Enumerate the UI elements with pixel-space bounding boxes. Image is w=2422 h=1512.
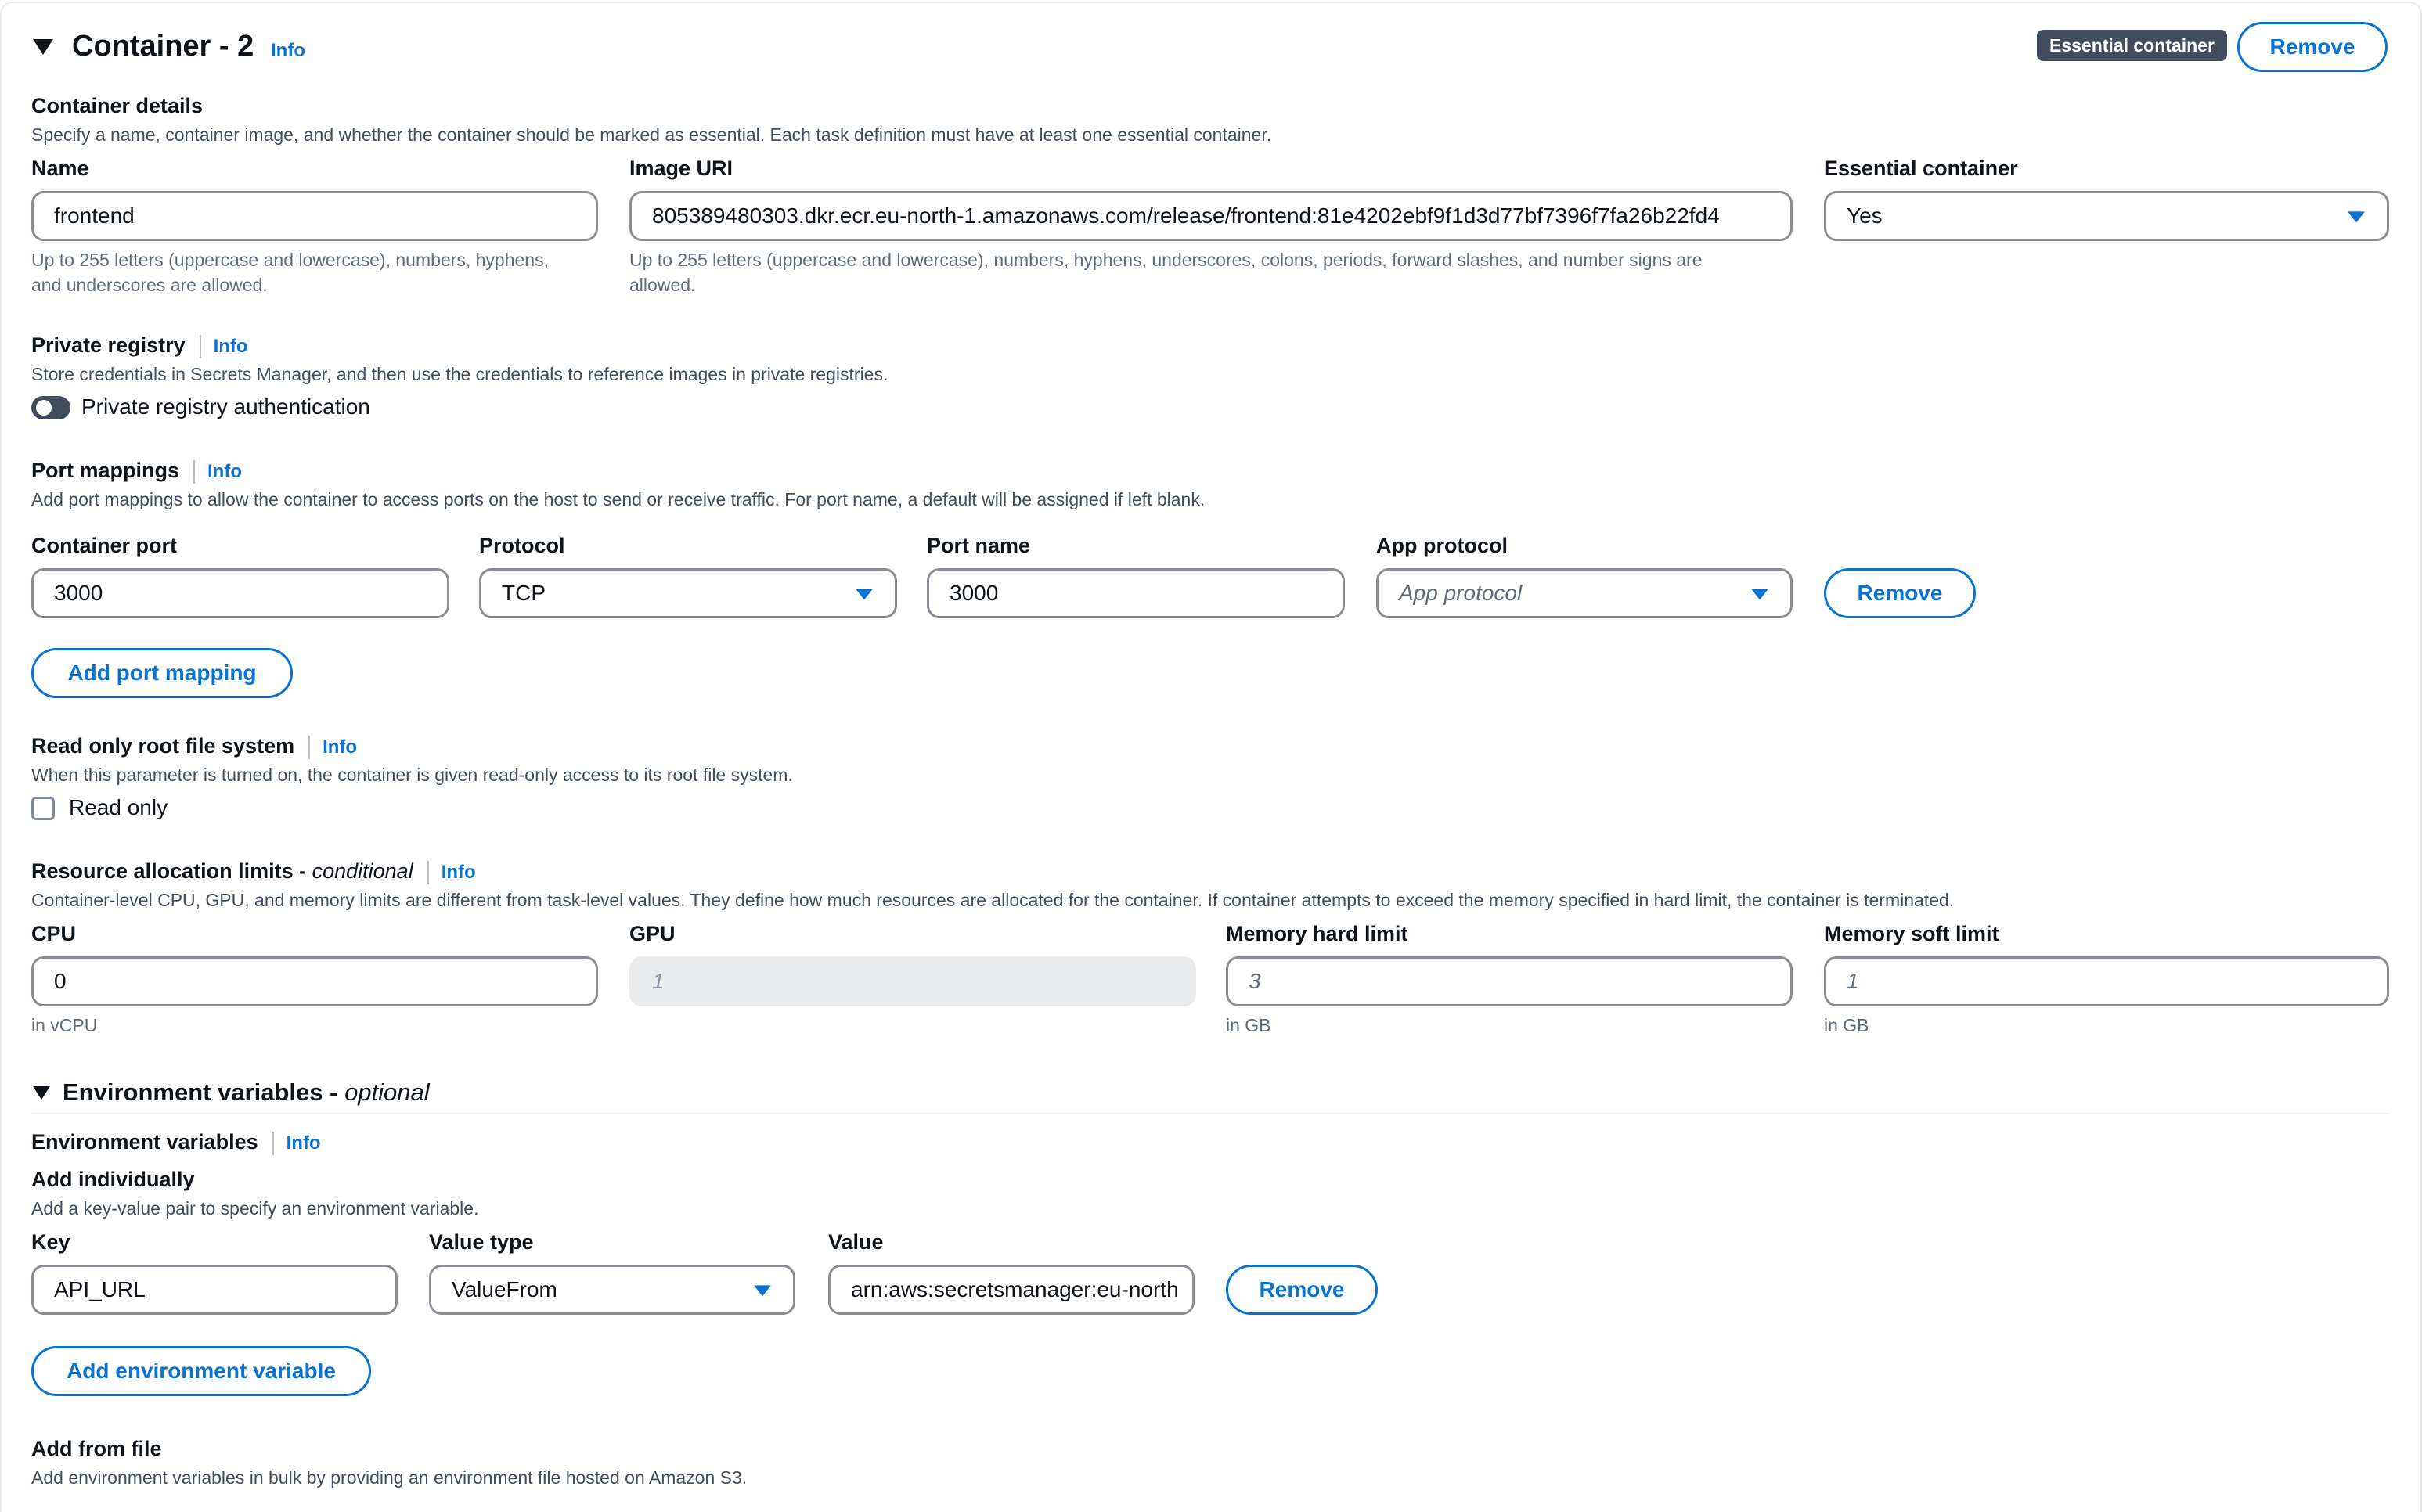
remove-container-button[interactable]: Remove (2237, 22, 2388, 72)
cpu-hint: in vCPU (31, 1015, 98, 1035)
essential-container-select[interactable] (1824, 191, 2389, 241)
image-uri-hint-line-2: allowed. (629, 275, 696, 295)
read-only-heading (31, 734, 357, 759)
memory-soft-limit-label: Memory soft limit (1824, 922, 1999, 945)
image-uri-input[interactable]: 805389480303.dkr.ecr.eu-north-1.amazonaws.com/release/frontend:81e4202ebf9f1d3d77bf7396f7fa26b22fd4 (629, 191, 1793, 241)
private-registry-toggle[interactable] (31, 396, 70, 419)
read-only-description: When this parameter is turned on, the container is given read-only access to its root file system. (31, 765, 793, 785)
read-only-title: Read only root file system (31, 734, 295, 758)
memory-soft-limit-hint: in GB (1824, 1015, 1869, 1035)
add-from-file-heading: Add from file (31, 1437, 162, 1460)
essential-container-value: Yes (1847, 203, 1883, 228)
cpu-label: CPU (31, 922, 77, 945)
container-details-heading: Container details (31, 94, 204, 117)
env-section-title[interactable] (63, 1078, 430, 1107)
chevron-down-icon (856, 589, 873, 599)
container-title: Container - 2 (72, 30, 254, 63)
port-name-label: Port name (927, 534, 1031, 557)
container-port-label: Container port (31, 534, 177, 557)
image-uri-hint (629, 247, 1703, 297)
container-port-input[interactable]: 3000 (31, 568, 449, 618)
cpu-input[interactable]: 0 (31, 956, 598, 1006)
port-mappings-description: Add port mappings to allow the container to access ports on the host to send or receive traffic. For port name, a default will be assigned if left blank. (31, 489, 1206, 509)
read-only-checkbox[interactable] (31, 797, 55, 820)
memory-hard-limit-hint: in GB (1226, 1015, 1271, 1035)
essential-container-label: Essential container (1824, 157, 2018, 180)
env-heading (31, 1130, 321, 1155)
add-port-mapping-button[interactable]: Add port mapping (31, 648, 293, 698)
name-input[interactable]: frontend (31, 191, 598, 241)
protocol-select[interactable] (479, 568, 897, 618)
chevron-down-icon (2348, 211, 2365, 222)
resource-limits-info-link[interactable]: Info (441, 862, 476, 883)
add-env-variable-button[interactable]: Add environment variable (31, 1346, 371, 1396)
name-hint (31, 247, 549, 297)
resource-limits-title-conditional: conditional (312, 859, 413, 883)
app-protocol-label: App protocol (1376, 534, 1508, 557)
private-registry-info-link[interactable]: Info (213, 336, 248, 357)
name-label: Name (31, 157, 89, 180)
env-info-link[interactable]: Info (286, 1132, 321, 1154)
name-hint-line-2: and underscores are allowed. (31, 275, 268, 295)
env-section-divider (31, 1113, 2389, 1114)
gpu-input: 1 (629, 956, 1196, 1006)
env-section-title-optional: optional (344, 1078, 430, 1106)
add-from-file-description: Add environment variables in bulk by providing an environment file hosted on Amazon S3. (31, 1467, 748, 1488)
env-collapse-caret-icon[interactable] (33, 1086, 50, 1100)
env-key-label: Key (31, 1230, 70, 1254)
port-mappings-title: Port mappings (31, 459, 180, 482)
memory-hard-limit-input[interactable]: 3 (1226, 956, 1793, 1006)
memory-soft-limit-input[interactable]: 1 (1824, 956, 2389, 1006)
port-mappings-heading (31, 459, 242, 484)
env-key-input[interactable]: API_URL (31, 1265, 398, 1315)
chevron-down-icon (754, 1285, 771, 1296)
image-uri-hint-line-1: Up to 255 letters (uppercase and lowercase), numbers, hyphens, underscores, colons, periods, forward slashes, and number signs are (629, 250, 1703, 270)
add-individually-heading: Add individually (31, 1168, 195, 1191)
toggle-knob (36, 400, 52, 416)
port-name-input[interactable]: 3000 (927, 568, 1345, 618)
env-value-type-label: Value type (429, 1230, 534, 1254)
gpu-label: GPU (629, 922, 676, 945)
container-details-description: Specify a name, container image, and whether the container should be marked as essential. Each task definition must have at least one essential container. (31, 124, 1272, 145)
env-title: Environment variables (31, 1130, 258, 1154)
private-registry-heading (31, 333, 248, 358)
env-value-label: Value (828, 1230, 884, 1254)
read-only-checkbox-label: Read only (69, 795, 168, 819)
env-value-type-select[interactable] (429, 1265, 795, 1315)
resource-limits-heading (31, 859, 476, 884)
env-section-title-text: Environment variables - (63, 1078, 345, 1106)
remove-port-mapping-button[interactable]: Remove (1824, 568, 1976, 618)
name-hint-line-1: Up to 255 letters (uppercase and lowercase), numbers, hyphens, (31, 250, 549, 270)
resource-limits-title: Resource allocation limits - (31, 859, 312, 883)
app-protocol-select[interactable] (1376, 568, 1793, 618)
essential-container-badge: Essential container (2037, 30, 2227, 61)
private-registry-description: Store credentials in Secrets Manager, and then use the credentials to reference images in private registries. (31, 364, 888, 384)
remove-env-variable-button[interactable]: Remove (1226, 1265, 1378, 1315)
port-mappings-info-link[interactable]: Info (207, 461, 242, 482)
container-info-link[interactable]: Info (271, 40, 305, 61)
resource-limits-description: Container-level CPU, GPU, and memory limits are different from task-level values. They define how much resources are allocated for the container. If container attempts to exceed the memory specified in hard limit, the container is terminated. (31, 890, 1955, 910)
private-registry-title: Private registry (31, 333, 186, 357)
env-value-type-value: ValueFrom (452, 1277, 557, 1301)
add-individually-description: Add a key-value pair to specify an environment variable. (31, 1198, 479, 1219)
image-uri-label: Image URI (629, 157, 733, 180)
read-only-info-link[interactable]: Info (323, 736, 358, 758)
app-protocol-placeholder: App protocol (1399, 581, 1523, 605)
protocol-value: TCP (502, 581, 546, 605)
memory-hard-limit-label: Memory hard limit (1226, 922, 1408, 945)
private-registry-toggle-label: Private registry authentication (81, 394, 370, 419)
protocol-label: Protocol (479, 534, 565, 557)
env-value-input[interactable]: arn:aws:secretsmanager:eu-north (828, 1265, 1195, 1315)
collapse-caret-icon[interactable] (33, 39, 53, 55)
chevron-down-icon (1751, 589, 1768, 599)
